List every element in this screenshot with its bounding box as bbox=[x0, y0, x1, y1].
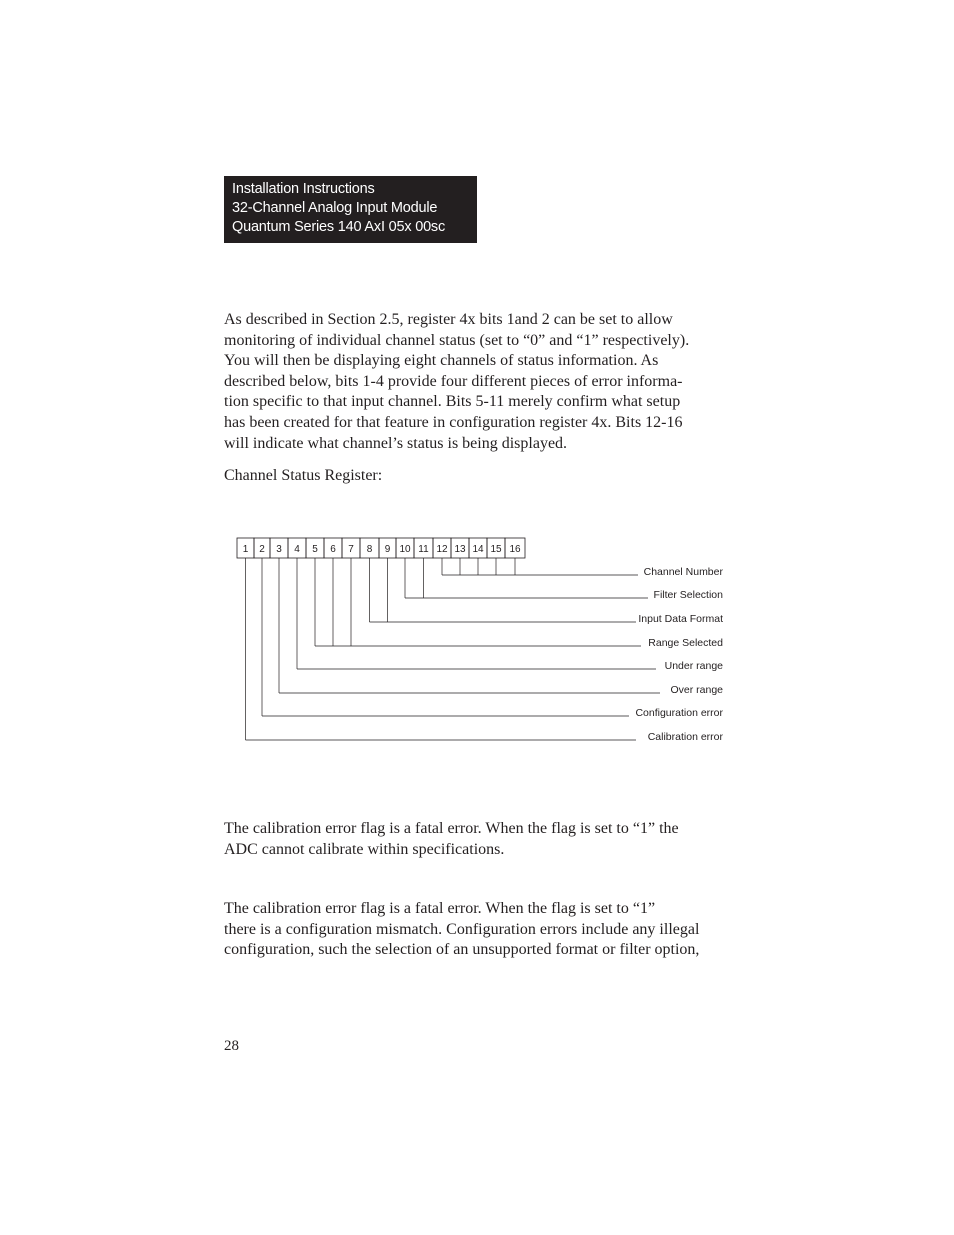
field-label: Input Data Format bbox=[638, 613, 723, 625]
register-bit-number: 6 bbox=[330, 544, 336, 555]
header-line-product: 32-Channel Analog Input Module bbox=[232, 200, 438, 216]
field-label: Configuration error bbox=[635, 707, 723, 719]
register-bit-number: 8 bbox=[366, 544, 373, 555]
intro-paragraph bbox=[224, 310, 734, 454]
configuration-error-paragraph bbox=[224, 899, 734, 961]
register-bit-cell bbox=[433, 538, 451, 558]
register-bit-cell bbox=[487, 538, 505, 558]
configuration-line: The calibration error flag is a fatal error. When the flag is set to “1” bbox=[224, 900, 656, 917]
intro-line: described below, bits 1-4 provide four different pieces of error informa- bbox=[224, 372, 683, 390]
intro-line: You will then be displaying eight channels of status information. As bbox=[224, 352, 659, 370]
intro-line: monitoring of individual channel status (set to “0” and “1” respectively). bbox=[224, 331, 690, 349]
register-caption: Channel Status Register: bbox=[224, 467, 383, 484]
calibration-error-paragraph bbox=[224, 819, 734, 860]
register-bit-cell bbox=[288, 538, 306, 558]
register-bit-number: 13 bbox=[454, 544, 466, 555]
register-bit-cell bbox=[270, 538, 288, 558]
register-bit-cell bbox=[469, 538, 487, 558]
register-bit-cell bbox=[451, 538, 469, 558]
register-bit-number: 2 bbox=[259, 544, 265, 555]
configuration-line: there is a configuration mismatch. Configuration errors include any illegal bbox=[224, 920, 700, 938]
register-bit-number: 5 bbox=[312, 544, 318, 555]
register-bit-number: 11 bbox=[418, 544, 429, 555]
register-bit-cell bbox=[254, 538, 270, 558]
intro-line: has been created for that feature in configuration register 4x. Bits 12-16 bbox=[224, 413, 683, 431]
register-bit-cell bbox=[396, 538, 414, 558]
register-bit-cell bbox=[505, 538, 525, 558]
header-line-series: Quantum Series 140 AxI 05x 00sc bbox=[232, 219, 446, 235]
intro-line: tion specific to that input channel. Bits 5-11 merely confirm what setup bbox=[224, 393, 681, 411]
register-bit-cell bbox=[379, 538, 396, 558]
document-header-box bbox=[224, 176, 477, 243]
register-bit-number: 3 bbox=[276, 544, 282, 555]
register-bit-cell bbox=[324, 538, 342, 558]
register-bit-cell bbox=[306, 538, 324, 558]
intro-line: As described in Section 2.5, register 4x bits 1and 2 can be set to allow bbox=[224, 311, 673, 328]
register-bit-number: 1 bbox=[242, 544, 249, 555]
header-line-title: Installation Instructions bbox=[232, 181, 375, 197]
register-bit-cell bbox=[237, 538, 254, 558]
field-label: Channel Number bbox=[643, 566, 723, 578]
register-bit-cell bbox=[360, 538, 379, 558]
calibration-line: The calibration error flag is a fatal error. When the flag is set to “1” the bbox=[224, 820, 679, 837]
page-number: 28 bbox=[224, 1038, 239, 1054]
field-label: Range Selected bbox=[648, 637, 723, 649]
field-label: Filter Selection bbox=[653, 589, 723, 601]
configuration-line: configuration, such the selection of an unsupported format or filter option, bbox=[224, 941, 700, 959]
intro-line: will indicate what channel’s status is being displayed. bbox=[224, 434, 568, 452]
register-bit-number: 7 bbox=[348, 544, 354, 555]
register-bit-cell bbox=[342, 538, 360, 558]
register-bit-number: 14 bbox=[472, 544, 484, 555]
register-bit-number: 16 bbox=[509, 544, 521, 555]
field-label: Calibration error bbox=[647, 731, 723, 743]
register-bit-number: 9 bbox=[384, 544, 391, 555]
register-bit-number: 15 bbox=[490, 544, 502, 555]
register-bit-number: 12 bbox=[436, 544, 448, 555]
field-label: Under range bbox=[664, 660, 723, 672]
field-label: Over range bbox=[670, 684, 723, 696]
calibration-line: ADC cannot calibrate within specifications. bbox=[224, 840, 505, 858]
register-bit-number: 4 bbox=[294, 544, 300, 555]
register-bit-number: 10 bbox=[399, 544, 411, 555]
register-bit-cell bbox=[414, 538, 433, 558]
